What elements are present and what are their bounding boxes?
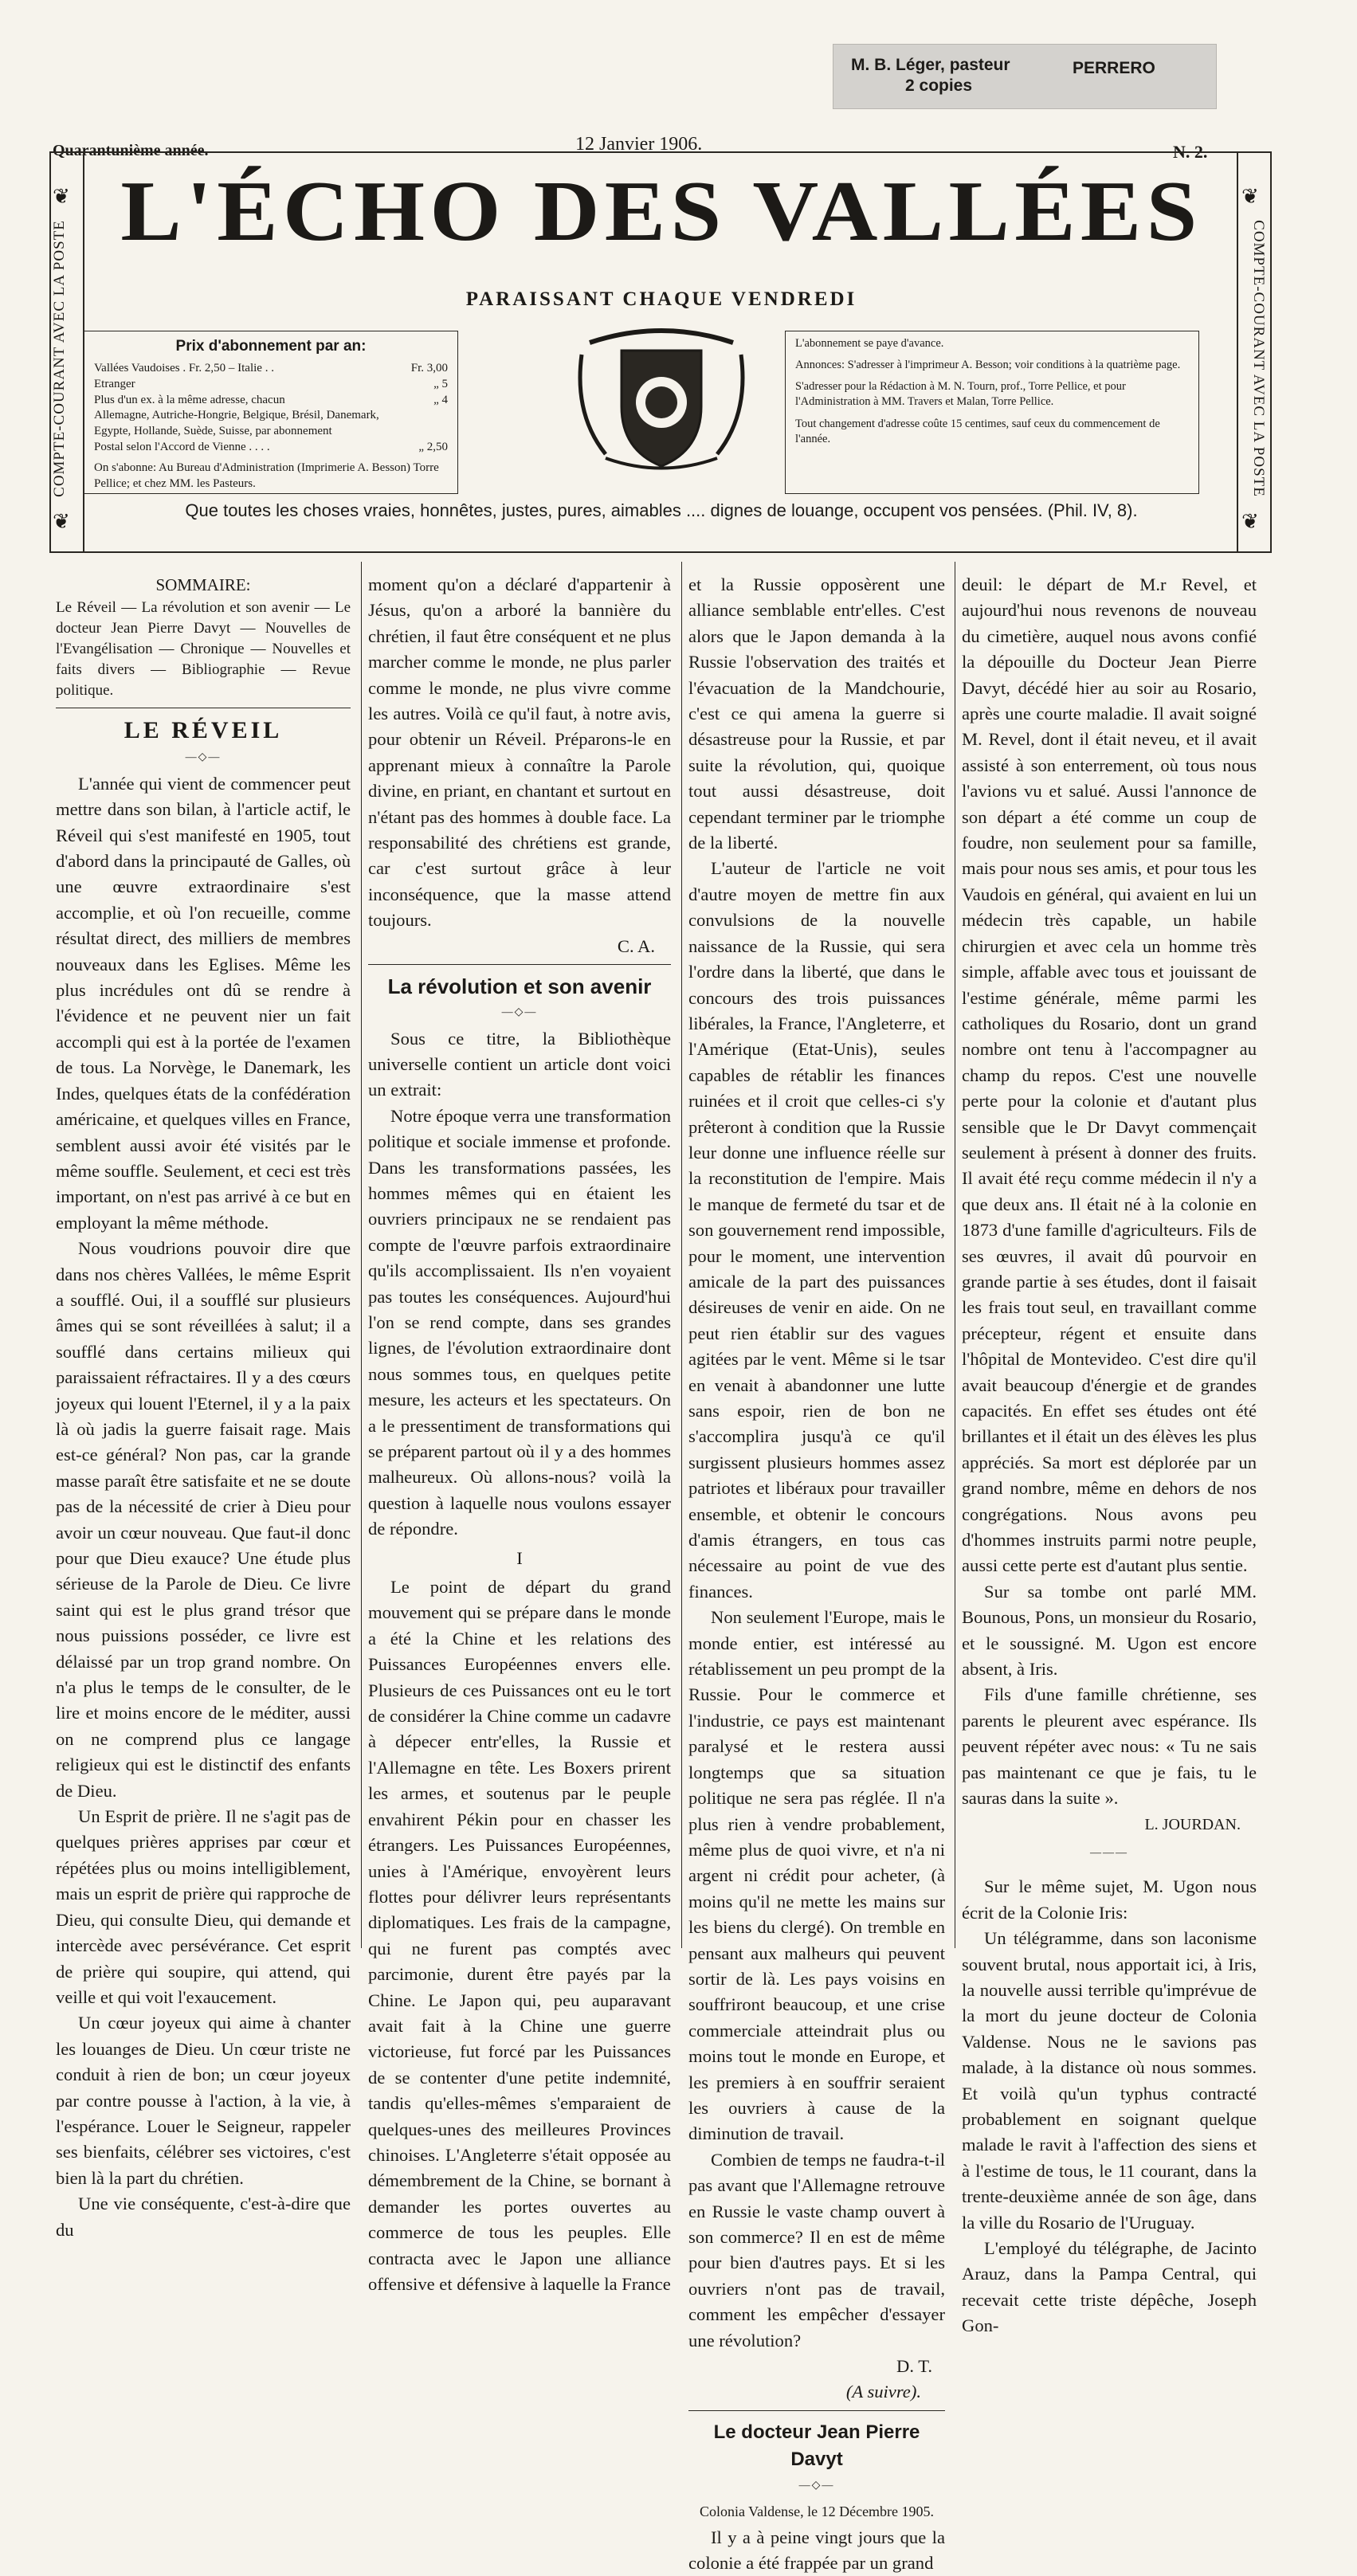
notices-box (785, 331, 1199, 494)
address-stamp (833, 44, 1217, 109)
price-row: Vallées Vaudoises . Fr. 2,50 – Italie . . Fr. 3,00 (94, 362, 448, 375)
price-row: Allemagne, Autriche-Hongrie, Belgique, Brésil, Danemark, (94, 409, 379, 422)
notice: L'abonnement se paye d'avance. (795, 337, 944, 350)
price-row: Etranger „ 5 (94, 377, 448, 390)
column-4 (962, 572, 1257, 2336)
paragraph: Sur le même sujet, M. Ugon nous écrit de la Colonie Iris: (962, 1876, 1257, 1923)
ornament-icon: ❦ (53, 510, 70, 533)
paragraph: Un Esprit de prière. Il ne s'agit pas de quelques prières apprises par cœur et répétées plus ou moins intelligiblement, mais un esprit de prière qui rapproche de Dieu, qui consulte Dieu, qui demande et intercède avec persévérance. Cet esprit de prière qui soupire, qui attend, qui veille et qui voit l'exaucement. (56, 1806, 351, 2007)
separator-icon: —◇— (185, 751, 222, 764)
column-1 (56, 572, 351, 2240)
to-be-continued: (A suivre). (845, 2382, 921, 2402)
notice: Tout changement d'adresse coûte 15 centimes, sauf ceux du commencement de l'année. (795, 417, 1160, 445)
stamp-place: PERRERO (1073, 59, 1155, 77)
ornament-icon: ❦ (1241, 510, 1259, 533)
paragraph: Sous ce titre, la Bibliothèque universelle contient un article dont voici un extrait: (368, 1028, 671, 1100)
paragraph: et la Russie opposèrent une alliance semblable entr'elles. C'est alors que le Japon demanda à la Russie l'observation des traités et l'évacuation de la Mandchourie, c'est ce qui amena la guerre si désastreuse pour la Russie, et par suite la révolution, qui, quoique tout aussi désastreuse, doit cependant terminer par le triomphe de la liberté. (688, 574, 945, 853)
sommaire-title: SOMMAIRE: (155, 575, 251, 594)
paragraph: moment qu'on a déclaré d'appartenir à Jésus, qu'on a arboré la bannière du chrétien, il faut être conséquent et ne plus marcher comme le monde, ne plus parler comme le monde, ne plus vivre comme les autres. Voilà ce qu'il faut, à notre avis, pour obtenir un Réveil. Préparons-le en apprenant mieux à connaître la Parole divine, en priant, en chantant et surtout en n'étant pas des hommes à double face. La responsabilité des chrétiens est grande, car c'est surtout grâce à leur inconséquence, que la masse attend toujours. (368, 574, 671, 931)
ornament-icon: ❦ (1241, 185, 1259, 208)
side-text-left: COMPTE-COURANT AVEC LA POSTE (51, 220, 68, 497)
signature: L. JOURDAN. (1144, 1815, 1241, 1833)
column-rule (681, 562, 682, 1948)
article-title-revolution: La révolution et son avenir (387, 974, 652, 999)
separator-icon: ——— (1090, 1846, 1128, 1859)
ornament-icon: ❦ (53, 185, 70, 208)
paragraph: Le point de départ du grand mouvement qui se prépare dans le monde a été la Chine et les relations des Puissances Européennes envers elle. Plusieurs de ces Puissances ont eu le tort de considérer la Chine comme un cadavre à dépecer entr'elles, la Russie et l'Allemagne en tête. Les Boxers prirent les armes, et soutenus par le peuple envahirent Pékin pour en chasser les étrangers. Les Puissances Européennes, unies à l'Amérique, envoyèrent leurs flottes pour délivrer leurs représentants diplomatiques. Les frais de la campagne, qui ne furent pas comptés avec parcimonie, durent être payés par la Chine. Le Japon qui, peu auparavant avait fait à la Chine une guerre victorieuse, fut forcé par les Puissances de se contenter d'une petite indemnité, tandis qu'elles-mêmes s'emparaient de quelques-unes des meilleures Provinces chinoises. L'Angleterre s'était opposée au démembrement de la Chine, se bornant à demander les portes ouvertes au commerce de tous les peuples. Elle contracta avec le Japon une alliance offensive et défensive à laquelle la France (368, 1577, 671, 2294)
notice: S'adresser pour la Rédaction à M. N. Tourn, prof., Torre Pellice, et pour l'Administration à MM. Travers et Malan, Torre Pellice. (795, 380, 1126, 409)
article-title-davyt: Le docteur Jean Pierre Davyt (713, 2421, 920, 2470)
newspaper-title: L'ÉCHO DES VALLÉES (120, 164, 1202, 259)
vaudois-emblem (558, 319, 765, 482)
paragraph: L'employé du télégraphe, de Jacinto Arauz, dans la Pampa Central, qui recevait cette triste dépêche, Joseph Gon- (962, 2238, 1257, 2336)
paragraph: Un télégramme, dans son laconisme souvent brutal, nous apportait ici, à Iris, la nouvelle aussi terrible qu'imprévue de la mort du jeune docteur de Colonia Valdense. Nous ne le savions pas malade, à la distance où nous sommes. Et voilà qu'un typhus contracté probablement en soignant quelque malade le ravit à l'affection des siens et à l'estime de tous, le 11 courant, dans la trente-deuxième année de son âge, dans la ville du Rosario de l'Uruguay. (962, 1928, 1257, 2233)
paragraph: Un cœur joyeux qui aime à chanter les louanges de Dieu. Un cœur triste ne conduit à rien de bon; un cœur joyeux par contre pousse à l'action, à la vie, à l'espérance. Louer le Seigneur, rappeler ses bienfaits, célébrer ses victoires, c'est bien là la part du chrétien. (56, 2013, 351, 2188)
separator-icon: —◇— (798, 2479, 835, 2492)
issue-date: 12 Janvier 1906. (575, 134, 703, 155)
paragraph: Nous voudrions pouvoir dire que dans nos chères Vallées, le même Esprit a soufflé. Oui, il a soufflé sur plusieurs âmes qui se sont réveillées à salut; il a soufflé dans certains milieux qui paraissaient réfractaires. Il y a des cœurs joyeux qui louent l'Eternel, il y a la paix là où jadis la guerre faisait rage. Mais est-ce général? Non pas, car la grande masse paraît être satisfaite et ne se doute pas de la nécessité de crier à Dieu pour avoir un cœur nouveau. Que faut-il donc pour que Dieu exauce? Une étude plus sérieuse de la Parole de Dieu. Ce livre saint qui est le plus grand trésor que nous puissions posséder, ce livre est délaissé par un trop grand nombre. On n'a plus le temps de le consulter, de le lire et moins encore de le méditer, aussi on ne comprend plus ce langage religieux qui est le distinctif des enfants de Dieu. (56, 1238, 351, 1801)
paragraph: Combien de temps ne faudra-t-il pas avant que l'Allemagne retrouve en Russie le vaste champ ouvert à son commerce? Il en est de même pour bien d'autres pays. Et si les ouvriers n'ont pas de travail, comment les empêcher d'essayer une révolution? (688, 2149, 945, 2351)
column-rule (361, 562, 362, 1948)
stamp-copies: 2 copies (905, 76, 973, 95)
notice: Annonces: S'adresser à l'imprimeur A. Besson; voir conditions à la quatrième page. (795, 359, 1181, 372)
price-row: Egypte, Hollande, Suède, Suisse, par abonnement (94, 425, 332, 438)
paragraph: L'auteur de l'article ne voit d'autre moyen de mettre fin aux convulsions de la nouvelle naissance de la Russie, qui sera l'ordre dans la liberté, que dans le concours des trois puissances libérales, la France, l'Angleterre, et l'Amérique (Etat-Unis), seules capables de rétablir les finances ruinées et il croit que celles-ci s'y prêteront à condition que la Russie leur donne une influence réelle sur la reconstitution de l'empire. Mais le manque de fermeté du tsar et de son gouvernement rend impossible, pour le moment, une intervention amicale de la part des puissances désireuses de venir en aide. On ne peut rien établir sur des vagues agitées par le vent. Même si le tsar en venait à abandonner une lutte sans espoir, rien de bon ne s'accomplira jusqu'à ce qu'il surgissent plusieurs hommes assez patriotes et libéraux pour travailler ensemble, et obtenir le concours d'amis étrangers, en tous cas nécessaire au point de vue des finances. (688, 858, 945, 1602)
separator-icon: —◇— (501, 1006, 538, 1019)
signature: D. T. (896, 2356, 932, 2377)
signature: C. A. (617, 935, 655, 956)
sommaire-text: Le Réveil — La révolution et son avenir — Le docteur Jean Pierre Davyt — Nouvelles de l'Evangélisation — Chronique — Nouvelles et faits divers — Bibliographie — Revue politique. (56, 599, 351, 700)
column-3 (688, 572, 945, 2574)
paragraph: Il y a à peine vingt jours que la colonie a été frappée par un grand (688, 2527, 945, 2574)
paragraph: Notre époque verra une transformation politique et sociale immense et profonde. Dans les transformations passées, les hommes mêmes qui en étaient les ouvriers principaux ne se rendaient pas compte de l'œuvre parfois extraordinaire qu'ils accomplissaient. Ils n'en voyaient pas toutes les conséquences. Aujourd'hui l'on se rend compte, dans ses grandes lignes, de l'évolution extraordinaire dont nous sommes tous, en quelques petite mesure, les acteurs et les spectateurs. On a le pressentiment de transformations qui se préparent partout où il y a des hommes malheureux. Où allons-nous? voilà la question à laquelle nous voulons essayer de répondre. (368, 1105, 671, 1539)
motto: Que toutes les choses vraies, honnêtes, justes, pures, aimables .... dignes de louange, occupent vos pensées. (Phil. IV, 8). (185, 500, 1138, 520)
paragraph: deuil: le départ de M.r Revel, et aujourd'hui nous revenons de nouveau du cimetière, auquel nous avons confié la dépouille du Docteur Jean Pierre Davyt, décédé hier au soir au Rosario, après une courte maladie. Il avait soigné M. Revel, dont il était neveu, et il avait assisté à son enterrement, où tous nous l'avions vu et salué. Aussi l'annonce de son départ a été comme un coup de foudre, non seulement pour sa famille, mais pour nous ses amis, et pour tous les Vaudois en général, qui avaient en lui un médecin très capable, un habile chirurgien et avec cela un homme très simple, affable avec tous et jouissant de l'estime générale, même parmi les catholiques du Rosario, dont un grand nombre ont tenu à l'accompagner au champ du repos. C'est une nouvelle perte pour la colonie et d'autant plus sensible que le Dr Davyt commençait seulement à présent à donner des fruits. Il avait été reçu comme médecin il n'y a que deux ans. Il était né à la colonie en 1873 d'une famille d'agriculteurs. Fils de ses œuvres, il avait dû pourvoir en grande partie à ses études, dont il faisait les frais tout seul, en travaillant comme précepteur, régent et ensuite dans l'hôpital de Montevideo. C'est dire qu'il avait beaucoup d'énergie et de grandes capacités. En effet ses études ont été brillantes et il était un des élèves les plus appréciés. Sa mort est déplorée par un grand nombre, même en dehors de nos congrégations. Nous avons peu d'hommes instruits parmi notre peuple, aussi cette perte est d'autant plus sentie. (962, 574, 1257, 1576)
price-row: Postal selon l'Accord de Vienne . . . . „ 2,50 (94, 441, 448, 454)
dateline: Colonia Valdense, le 12 Décembre 1905. (699, 2503, 935, 2520)
article-title-reveil: LE RÉVEIL (124, 717, 283, 744)
paragraph: Une vie conséquente, c'est-à-dire que du (56, 2194, 351, 2240)
paragraph: Non seulement l'Europe, mais le monde entier, est intéressé au rétablissement un peu prompt de la Russie. Pour le commerce et l'industrie, ce pays est maintenant paralysé et le restera aussi longtemps que sa situation politique ne sera pas réglée. Il n'a plus rien à vendre probablement, même plus de quoi vivre, et n'a ni argent ni crédit pour acheter, (à moins qu'il ne mette les mains sur les biens du clergé). On tremble en pensant aux malheurs qui peuvent sortir de là. Les pays voisins en souffriront beaucoup, et une crise commerciale atteindrait plus ou moins tout le monde en Europe, et les premiers à en souffrir seraient les ouvriers à cause de la diminution de travail. (688, 1607, 945, 2144)
newspaper-subtitle: PARAISSANT CHAQUE VENDREDI (465, 288, 857, 310)
paragraph: Sur sa tombe ont parlé MM. Bounous, Pons, un monsieur du Rosario, et le soussigné. M. Ugon est encore absent, à Iris. (962, 1581, 1257, 1680)
section-number: I (516, 1547, 523, 1568)
issue-number: N. 2. (1173, 142, 1208, 162)
paragraph: Fils d'une famille chrétienne, ses parents le pleurent avec espérance. Ils peuvent répéter avec nous: « Tu ne sais pas maintenant ce que je fais, tu le sauras dans la suite ». (962, 1684, 1257, 1809)
stamp-recipient: M. B. Léger, pasteur (851, 56, 1010, 74)
side-text-right: COMPTE-COURANT AVEC LA POSTE (1250, 220, 1267, 497)
year-label: Quarantunième année. (53, 142, 209, 159)
paragraph: L'année qui vient de commencer peut mettre dans son bilan, à l'article actif, le Réveil qui s'est manifesté en 1905, tout d'abord dans la principauté de Galles, où une œuvre extraordinaire s'est accomplie, et où l'on recueille, comme résultat direct, des milliers de membres nouveaux dans les Eglises. Même les plus incrédules ont dû se rendre à l'évidence et ne peuvent nier un fait accompli qui est à la portée de l'examen de tous. La Norvège, le Danemark, les Indes, quelques états de la confédération américaine, et quelques villes en France, semblent aussi avoir été visités par le même souffle. Seulement, et ceci est très important, on n'est pas arrivé à ce but en employant la même méthode. (56, 773, 351, 1233)
subscription-note: On s'abonne: Au Bureau d'Administration (Imprimerie A. Besson) Torre Pellice; et chez MM. les Pasteurs. (94, 461, 439, 490)
price-row: Plus d'un ex. à la même adresse, chacun „ 4 (94, 393, 448, 406)
subscription-title: Prix d'abonnement par an: (175, 338, 367, 355)
subscription-box (84, 331, 458, 494)
column-2 (368, 572, 671, 2294)
